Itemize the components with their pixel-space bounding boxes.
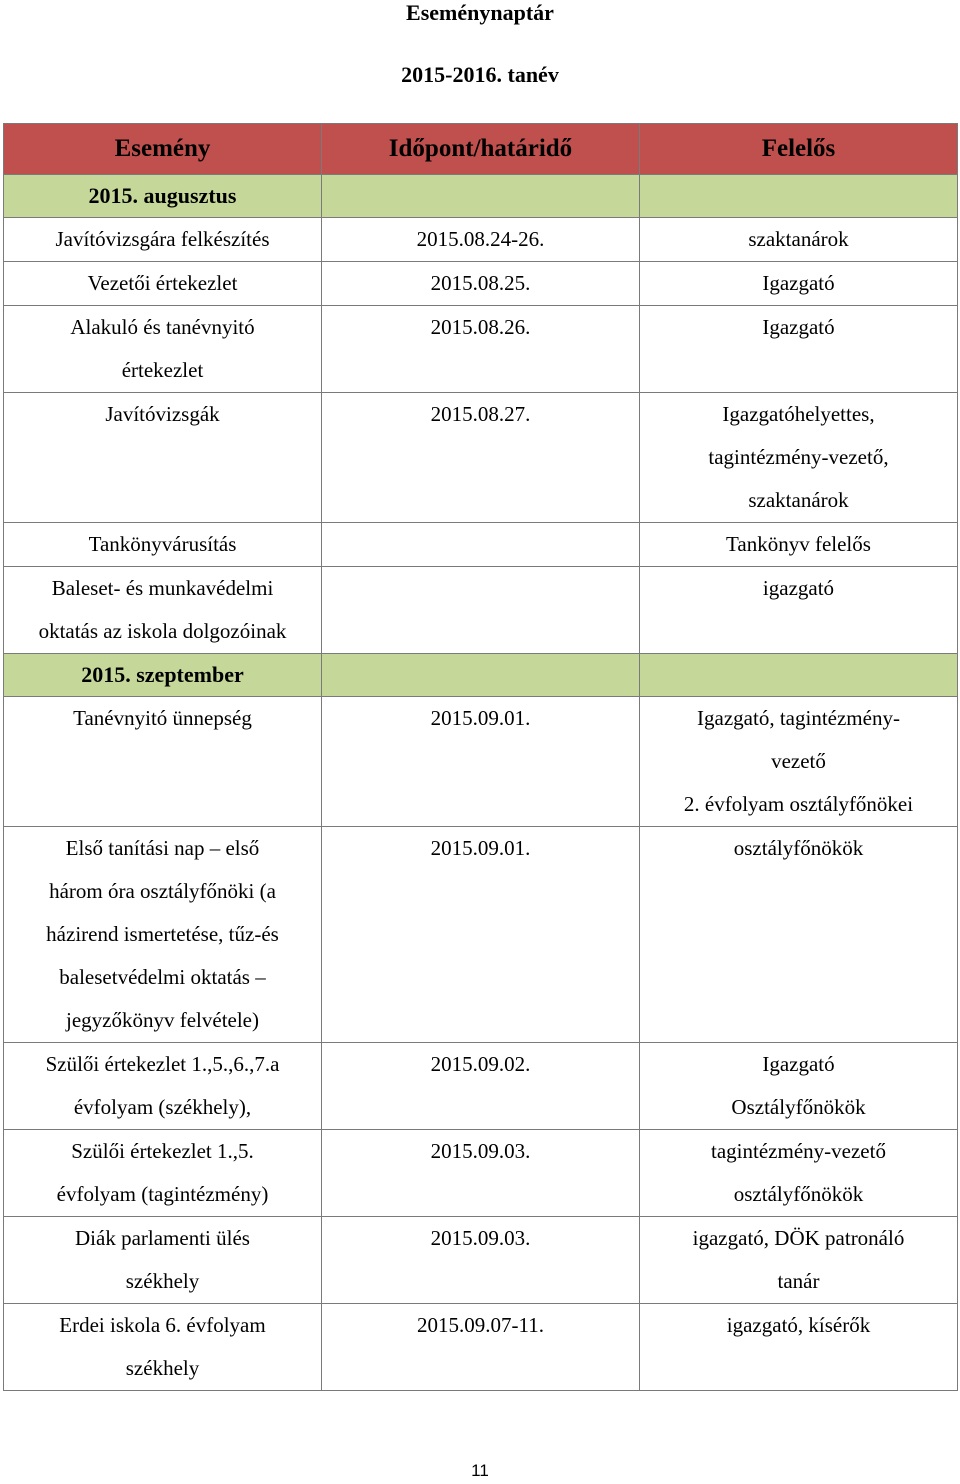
event-cell <box>4 306 322 393</box>
responsible-cell <box>640 1304 958 1391</box>
event-calendar-table <box>3 123 958 1391</box>
date-cell <box>322 827 640 1043</box>
responsible-cell <box>640 306 958 393</box>
event-line: Tankönyvárusítás <box>88 532 237 556</box>
month-empty-cell <box>640 654 958 697</box>
responsible-cell <box>640 567 958 654</box>
responsible-line: igazgató, kísérők <box>726 1313 871 1337</box>
event-line: Tanévnyitó ünnepség <box>73 706 252 730</box>
responsible-cell <box>640 218 958 262</box>
responsible-cell <box>640 1043 958 1130</box>
responsible-cell <box>640 393 958 523</box>
responsible-line: Osztályfőnökök <box>731 1095 866 1119</box>
responsible-line: tagintézmény-vezető, <box>708 445 889 469</box>
column-header-responsible: Felelős <box>640 124 958 175</box>
responsible-cell <box>640 1130 958 1217</box>
date-line: 2015.08.24-26. <box>416 227 545 251</box>
responsible-cell <box>640 523 958 567</box>
event-cell <box>4 218 322 262</box>
event-line: székhely <box>125 1356 200 1380</box>
date-line: 2015.09.03. <box>430 1226 531 1250</box>
responsible-cell <box>640 1217 958 1304</box>
date-cell <box>322 523 640 567</box>
event-cell <box>4 697 322 827</box>
responsible-line: igazgató, DÖK patronáló <box>692 1226 905 1250</box>
date-line: 2015.09.03. <box>430 1139 531 1163</box>
event-cell <box>4 393 322 523</box>
responsible-line: 2. évfolyam osztályfőnökei <box>683 792 914 816</box>
responsible-line: tanár <box>777 1269 820 1293</box>
date-cell <box>322 567 640 654</box>
date-cell <box>322 218 640 262</box>
table-row <box>4 567 958 654</box>
date-line: 2015.08.26. <box>430 315 531 339</box>
column-header-date: Időpont/határidő <box>322 124 640 175</box>
table-row <box>4 1043 958 1130</box>
responsible-line: Igazgató <box>762 1052 835 1076</box>
document-title: Eseménynaptár <box>406 0 554 25</box>
event-line: Baleset- és munkavédelmi <box>51 576 274 600</box>
date-cell <box>322 1130 640 1217</box>
event-cell <box>4 1304 322 1391</box>
month-label: 2015. szeptember <box>4 654 322 697</box>
event-line: Diák parlamenti ülés <box>75 1226 250 1250</box>
responsible-line: tagintézmény-vezető <box>711 1139 886 1163</box>
table-row <box>4 262 958 306</box>
event-cell <box>4 1130 322 1217</box>
date-cell <box>322 697 640 827</box>
table-row <box>4 393 958 523</box>
event-cell <box>4 567 322 654</box>
event-cell <box>4 827 322 1043</box>
event-line: Szülői értekezlet 1.,5.,6.,7.a <box>45 1052 280 1076</box>
responsible-line: vezető <box>771 749 826 773</box>
event-line: jegyzőkönyv felvétele) <box>66 1008 259 1032</box>
event-line: évfolyam (tagintézmény) <box>56 1182 269 1206</box>
event-line: Javítóvizsgára felkészítés <box>55 227 270 251</box>
date-cell <box>322 393 640 523</box>
table-header-row <box>4 124 958 175</box>
table-row <box>4 218 958 262</box>
table-row <box>4 523 958 567</box>
table-row <box>4 827 958 1043</box>
month-row <box>4 175 958 218</box>
date-cell <box>322 306 640 393</box>
responsible-cell <box>640 827 958 1043</box>
event-line: Vezetői értekezlet <box>87 271 238 295</box>
date-cell <box>322 1043 640 1130</box>
month-empty-cell <box>322 654 640 697</box>
event-line: értekezlet <box>121 358 204 382</box>
responsible-line: Igazgató <box>762 271 835 295</box>
event-line: Erdei iskola 6. évfolyam <box>59 1313 266 1337</box>
event-line: balesetvédelmi oktatás – <box>59 965 266 989</box>
responsible-line: Tankönyv felelős <box>726 532 871 556</box>
event-line: oktatás az iskola dolgozóinak <box>38 619 287 643</box>
month-row <box>4 654 958 697</box>
month-empty-cell <box>640 175 958 218</box>
table-body <box>4 175 958 1391</box>
date-cell <box>322 1217 640 1304</box>
event-line: székhely <box>125 1269 200 1293</box>
responsible-cell <box>640 262 958 306</box>
date-line: 2015.09.01. <box>430 706 531 730</box>
date-line: 2015.08.27. <box>430 402 531 426</box>
table-row <box>4 697 958 827</box>
responsible-line: Igazgatóhelyettes, <box>722 402 875 426</box>
event-cell <box>4 1217 322 1304</box>
event-cell <box>4 523 322 567</box>
responsible-cell <box>640 697 958 827</box>
event-line: Első tanítási nap – első <box>65 836 260 860</box>
responsible-line: szaktanárok <box>748 488 849 512</box>
date-line: 2015.08.25. <box>430 271 531 295</box>
date-cell <box>322 1304 640 1391</box>
page-number: 11 <box>471 1461 489 1480</box>
responsible-line: Igazgató, tagintézmény- <box>697 706 900 730</box>
event-line: Alakuló és tanévnyitó <box>70 315 255 339</box>
table-row <box>4 306 958 393</box>
event-cell <box>4 262 322 306</box>
event-line: évfolyam (székhely), <box>73 1095 252 1119</box>
event-line: házirend ismertetése, tűz-és <box>46 922 279 946</box>
date-line: 2015.09.01. <box>430 836 531 860</box>
event-cell <box>4 1043 322 1130</box>
responsible-line: osztályfőnökök <box>733 836 864 860</box>
date-line: 2015.09.02. <box>430 1052 531 1076</box>
table-row <box>4 1304 958 1391</box>
event-line: Szülői értekezlet 1.,5. <box>71 1139 254 1163</box>
date-cell <box>322 262 640 306</box>
responsible-line: szaktanárok <box>748 227 849 251</box>
responsible-line: Igazgató <box>762 315 835 339</box>
school-year-subtitle: 2015-2016. tanév <box>401 62 559 87</box>
event-line: Javítóvizsgák <box>105 402 220 426</box>
month-label: 2015. augusztus <box>4 175 322 218</box>
month-empty-cell <box>322 175 640 218</box>
responsible-line: igazgató <box>762 576 835 600</box>
column-header-event: Esemény <box>4 124 322 175</box>
table-row <box>4 1217 958 1304</box>
date-line: 2015.09.07-11. <box>417 1313 544 1337</box>
responsible-line: osztályfőnökök <box>733 1182 864 1206</box>
event-line: három óra osztályfőnöki (a <box>49 879 276 903</box>
table-row <box>4 1130 958 1217</box>
